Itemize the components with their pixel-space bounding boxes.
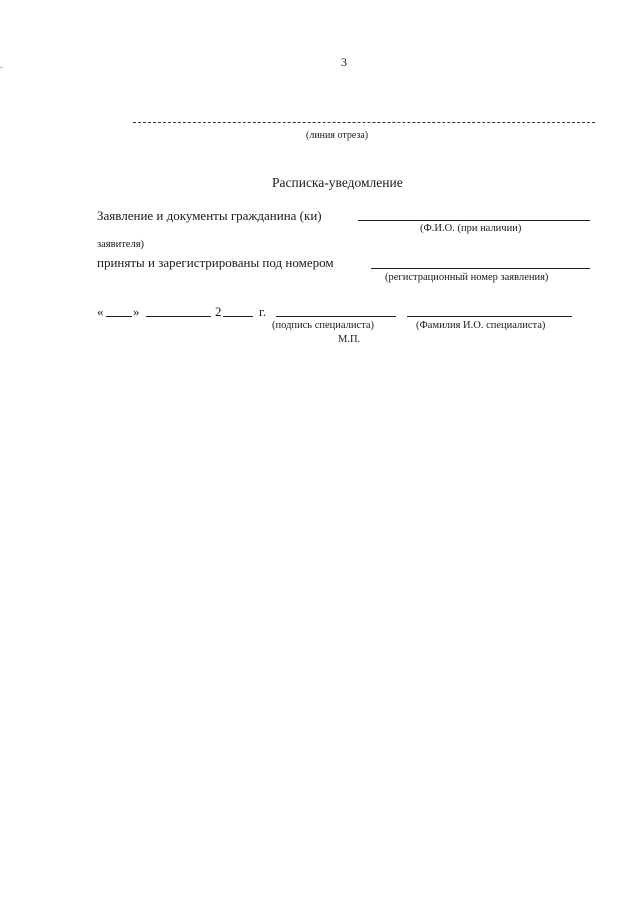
- margin-mark: -: [0, 63, 3, 72]
- date-month-blank: [146, 316, 211, 317]
- applicant-name-caption-continued: заявителя): [97, 239, 145, 250]
- date-quote-open: «: [97, 304, 104, 319]
- registration-statement-text: приняты и зарегистрированы под номером: [97, 255, 334, 270]
- date-year-blank: [223, 316, 253, 317]
- date-year-prefix: 2: [215, 304, 222, 319]
- date-day-blank: [106, 316, 132, 317]
- applicant-name-blank: [358, 220, 590, 221]
- document-title: Расписка-уведомление: [272, 175, 403, 190]
- date-quote-close: »: [133, 304, 140, 319]
- page-number: 3: [341, 55, 347, 69]
- applicant-name-caption: (Ф.И.О. (при наличии): [420, 223, 522, 234]
- surname-caption: (Фамилия И.О. специалиста): [416, 320, 546, 331]
- signature-caption: (подпись специалиста): [272, 320, 375, 331]
- applicant-statement-text: Заявление и документы гражданина (ки): [97, 208, 322, 223]
- cut-line: [133, 122, 595, 123]
- signature-blank: [276, 316, 396, 317]
- registration-number-caption: (регистрационный номер заявления): [385, 272, 549, 283]
- date-year-suffix: г.: [259, 304, 267, 319]
- surname-blank: [407, 316, 572, 317]
- cut-line-caption: (линия отреза): [306, 130, 369, 141]
- stamp-caption: М.П.: [338, 334, 361, 345]
- registration-number-blank: [371, 268, 590, 269]
